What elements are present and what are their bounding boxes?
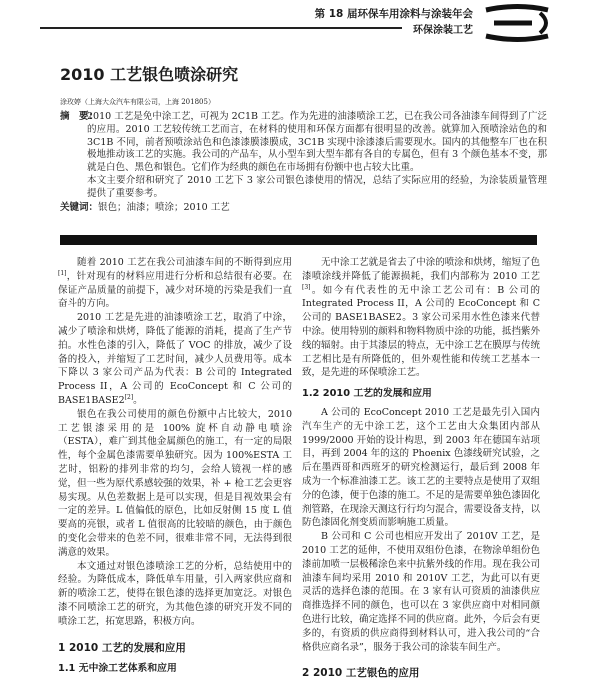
- conference-logo-icon: [482, 3, 554, 43]
- paragraph-text: 无中涂工艺就是省去了中涂的喷涂和烘烤，缩短了色漆喷涂线并降低了能源损耗，我们内部称为 2010 工艺: [302, 257, 540, 282]
- body-paragraph: 本文通过对银色漆喷涂工艺的分析，总结使用中的经验。为降低成本，降低单车用量，引入两家供应商和新的喷涂工艺，使得在银色漆的选择更加宽泛。对银色漆不同喷涂工艺的研究，为其他色漆的研究开发不同的喷涂工艺，拓宽思路，积极方向。: [58, 560, 292, 627]
- left-column: [58, 256, 292, 691]
- subsection-heading: 1.2 2010 工艺的发展和应用: [302, 388, 432, 400]
- body-paragraph: 银色在我公司使用的颜色份额中占比较大，2010 工艺银漆采用的是 100% 旋杯自动静电喷涂（ESTA），难广到其他金属颜色的施工，有一定的局限性，每个金属色漆需要单独研究。因为 100%ESTA 工艺时，铝粉的排列非常的均匀，会给人镜视一样的感觉，但一些为原代系感较强的效果，补 + 枪工艺会更容易实现。从色差数据上是可以实现，但是目视效果会有一定的差异。L 值偏低的原色，比如反射侧 15 度 L 值要高的亮银，或者 L 值很高的比较暗的颜色，由于颜色的变化会带来的色差不同，很难非常不同，无法得到很满意的效果。: [58, 408, 292, 558]
- section-heading: 2 2010 工艺银色的应用: [302, 667, 420, 680]
- header-section-title: 环保涂装工艺: [413, 25, 473, 36]
- abstract-block: [60, 111, 547, 214]
- right-column: [302, 256, 540, 691]
- body-paragraph: [58, 256, 292, 311]
- body-paragraph: [58, 311, 292, 408]
- logo-stroke-bottom: [486, 36, 548, 40]
- paragraph-text: 2010 工艺是先进的油漆喷涂工艺，取消了中涂，减少了喷涂和烘烤，降低了能源的消耗，提高了生产节拍。水性色漆的引入，降低了 VOC 的排放，减少了设备的投入，并缩短了工艺时间，减少人员费用等。成本下降以 3 家公司产品为代表：B 公司的 Integrated Process II，A 公司的 EcoConcept 和 C 公司的 BASE1BASE2: [58, 312, 292, 406]
- body-paragraph: B 公司和 C 公司也相应开发出了 2010V 工艺，是 2010 工艺的延伸，不使用双组份色漆，在物涂单组份色漆前加喷一层极稀涂色来中抗紫外线的作用。现在我公司油漆车间均采用 2010 和 2010V 工艺，为此可以有更灵活的选择色漆的范围。在 3 家有认可资质的油漆供应商推选择不同的颜色，也可以在 3 家供应商中对相同颜色进行比较，确定选择不同的供应商。此外，今后会有更多的，有资质的供应商得到材料认可，进入我公司的“合格供应商名录”，服务于我公司的涂装车间生产。: [302, 531, 540, 653]
- header-rule: [40, 27, 402, 29]
- divider-bar: [60, 235, 537, 245]
- keywords-label: 关键词：: [60, 201, 99, 213]
- logo-stroke-top: [486, 7, 548, 11]
- citation-ref: [1]: [58, 269, 67, 277]
- abstract-text: [87, 111, 547, 201]
- abstract-paragraph: 本文主要介绍和研究了 2010 工艺下 3 家公司银色漆使用的情况，总结了实际应用的经验，为涂装质量管理提供了重要参考。: [87, 174, 547, 199]
- citation-ref: [2]: [124, 393, 134, 401]
- paper-title: 2010 工艺银色喷涂研究: [60, 65, 239, 84]
- citation-ref: [3]: [302, 283, 311, 291]
- body-paragraph: A 公司的 EcoConcept 2010 工艺是最先引入国内汽车生产的无中涂工艺，这个工艺由大众集团内部从 1999/2000 开始的设计构思，到 2003 年在德国车站项目，再到 2004 年的这的 Phoenix 色漆线研究试验，之后在墨西哥和西班牙的研究检测运行，最后到 2008 年成为一个标准油漆工艺。该工艺的主要特点是使用了双组分的色漆，便于色漆的施工。不足的是需要单独色漆固化剂管路，在现涂天测这行行均匀混合，需要设备支持，以防色漆固化剂变质而影响施工质量。: [302, 406, 540, 529]
- abstract-paragraph: 2010 工艺是免中涂工艺，可视为 2C1B 工艺。作为先进的油漆喷涂工艺，已在我公司各油漆车间得到了广泛的应用。2010 工艺较传统工艺而言，在材料的使用和环保方面都有很明显的改善。就算加入预喷涂站色的和 3C1B 不同，前者预喷涂站色和色漆漆膜漆膜成，3C1B 实现中涂漆漆后需要现水。国内的其他整车厂也在积极地推动该工艺的实施。我公司的产品车，从小型车到大型车都有各自的专属色，但有 3 个颜色基本不变，那就是白色、黑色和银色。它们作为经典的颜色在市场拥有份额中也占较大比重。: [87, 111, 547, 174]
- paragraph-text: 随着 2010 工艺在我公司油漆车间的不断得到应用: [77, 257, 292, 268]
- keywords-text: 银色；油漆；喷涂；2010 工艺: [98, 201, 230, 213]
- header-conference-title: 第 18 届环保车用涂料与涂装年会: [314, 8, 473, 20]
- body-paragraph: [302, 256, 540, 380]
- logo-stroke-arc: [540, 13, 546, 33]
- paragraph-text: 。: [133, 394, 143, 406]
- conference-logo-graphic: [482, 3, 554, 43]
- paragraph-text: 。如今有代表性的无中涂工艺公司有：B 公司的 Integrated Process II，A 公司的 EcoConcept 和 C 公司的 BASE1BASE2。3 家公司采用水性色漆来代替中涂。使用特别的颜料和物料物质中涂的功能，抵挡紫外线的辐射。由于其漆层的特点，无中涂工艺在膜厚与传统工艺相比是有所降低的，但外观性能和传统工艺基本一致，是先进的环保喷涂工艺。: [302, 284, 540, 379]
- author-affiliation: 涂玫婷（上海大众汽车有限公司，上海 201805）: [60, 98, 215, 106]
- paragraph-text: ，针对现有的材料应用进行分析和总结很有必要。在保证产品质量的前提下，减少对环境的污染是我们一直奋斗的方向。: [58, 270, 292, 310]
- subsection-heading: 1.1 无中涂工艺体系和应用: [58, 663, 177, 675]
- abstract-row: [60, 111, 547, 201]
- abstract-label: 摘 要：: [60, 111, 99, 122]
- section-heading: 1 2010 工艺的发展和应用: [58, 641, 186, 654]
- keywords-row: [60, 202, 547, 215]
